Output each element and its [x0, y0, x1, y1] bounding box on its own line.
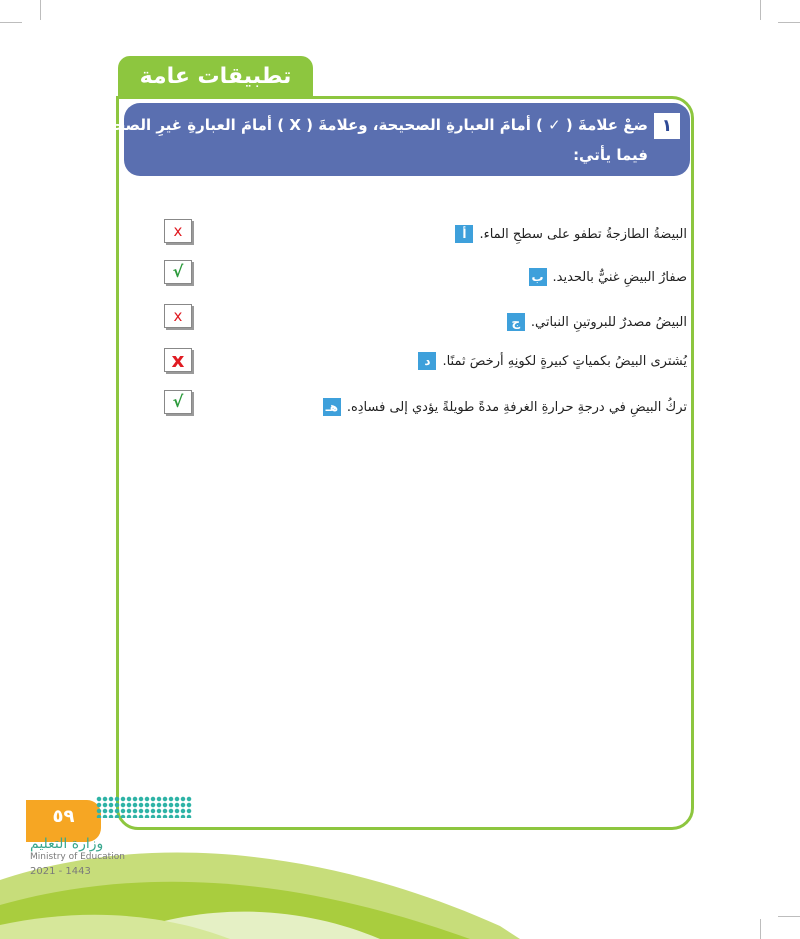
edition-year: 2021 - 1443 — [30, 866, 91, 877]
ministry-name-arabic: وزارة التعليم — [30, 836, 104, 852]
crop-mark — [760, 0, 761, 20]
statement-item — [529, 266, 687, 288]
ministry-logo-dots-icon — [96, 796, 192, 818]
statement-text: البيضُ مصدرٌ للبروتينِ النباتي. — [530, 314, 687, 330]
cross-mark-icon: x — [171, 348, 185, 372]
section-title: تطبيقات عامة — [139, 64, 292, 89]
question-banner — [124, 103, 690, 176]
item-letter: د — [418, 352, 436, 370]
statement-text: يُشترى البيضُ بكمياتٍ كبيرةٍ لكونِهِ أرخصَ ثمنًا. — [442, 353, 687, 369]
statement-item — [507, 311, 687, 333]
statement-text: البيضةُ الطازجةُ تطفو على سطحِ الماء. — [479, 226, 687, 242]
statement-text: صفارُ البيضِ غنيٌّ بالحديد. — [552, 269, 687, 285]
question-line-1: ضعْ علامةَ ( ✓ ) أمامَ العبارةِ الصحيحة، وعلامةَ ( X ) أمامَ العبارةِ غيرِ الصحيحةِ — [88, 116, 648, 134]
answer-box[interactable] — [164, 260, 192, 284]
statement-item — [323, 396, 687, 418]
answer-box[interactable] — [164, 348, 192, 372]
answer-box[interactable] — [164, 219, 192, 243]
crop-mark — [0, 22, 22, 23]
check-mark-icon: √ — [172, 262, 184, 281]
content-frame — [116, 96, 694, 830]
question-line-2: فيما يأتي: — [573, 146, 648, 164]
answer-box[interactable] — [164, 304, 192, 328]
page-number: ٥٩ — [52, 806, 75, 827]
cross-mark-icon: x — [173, 222, 183, 240]
cross-mark-icon: x — [173, 307, 183, 325]
statement-item — [418, 350, 687, 372]
statement-text: تركُ البيضِ في درجةِ حرارةِ الغرفةِ مدةً طويلةً يؤدي إلى فسادِه. — [346, 399, 687, 415]
item-letter: ج — [507, 313, 525, 331]
statement-item — [455, 223, 687, 245]
answer-box[interactable] — [164, 390, 192, 414]
check-mark-icon: √ — [172, 392, 184, 411]
question-number: ١ — [654, 113, 680, 139]
ministry-name-english: Ministry of Education — [30, 852, 125, 862]
crop-mark — [778, 22, 800, 23]
item-letter: أ — [455, 225, 473, 243]
crop-mark — [40, 0, 41, 20]
item-letter: ب — [529, 268, 547, 286]
item-letter: هـ — [323, 398, 341, 416]
